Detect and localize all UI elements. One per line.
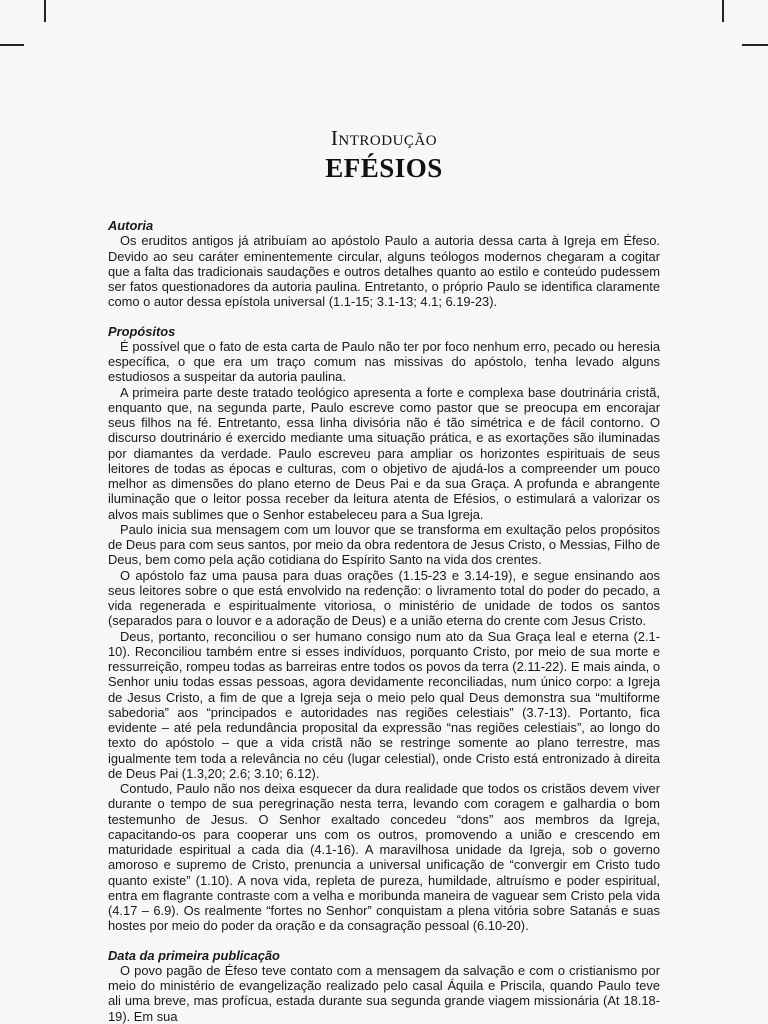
section-heading-data: Data da primeira publicação	[108, 947, 280, 963]
paragraph: É possível que o fato de esta carta de Paulo não ter por foco nenhum erro, pecado ou heresia específica, o que era um traço comum nas missivas do apóstolo, tenha levado alguns estudiosos a suspeitar da autoria paulina.	[108, 338, 660, 385]
section-heading-propositos: Propósitos	[108, 323, 176, 339]
title-block	[0, 126, 768, 184]
crop-mark-right-horizontal	[742, 44, 768, 46]
body-text	[108, 218, 660, 1024]
pretitle: Introdução	[330, 126, 438, 150]
crop-mark-top-left	[44, 0, 46, 22]
paragraph: Contudo, Paulo não nos deixa esquecer da dura realidade que todos os cristãos devem viver durante o tempo de sua peregrinação nesta terra, levando com coragem e galhardia o bom testemunho de Jesus. O Senhor exaltado concedeu “dons” aos membros da Igreja, capacitando-os para cooperar uns com os outros, promovendo a união e crescendo em maturidade espiritual a cada dia (4.1-16). A maravilhosa unidade da Igreja, sob o governo amoroso e supremo de Cristo, prenuncia a universal unificação de “convergir em Cristo tudo quanto existe” (1.10). A nova vida, repleta de pureza, humildade, altruísmo e poder espiritual, entra em flagrante contraste com a velha e moribunda maneira de vaguear sem Cristo pela vida (4.17 – 6.9). Os realmente “fortes no Senhor” conquistam a plena vitória sobre Satanás e suas hostes por meio do poder da oração e da consagração pessoal (6.10-20).	[108, 781, 660, 934]
paragraph: Paulo inicia sua mensagem com um louvor que se transforma em exultação pelos propósitos de Deus para com seus santos, por meio da obra redentora de Jesus Cristo, o Messias, Filho de Deus, bem como pela ação cotidiana do Espírito Santo na vida dos crentes.	[108, 521, 660, 568]
paragraph: A primeira parte deste tratado teológico apresenta a forte e complexa base doutrinária cristã, enquanto que, na segunda parte, Paulo escreve como pastor que se preocupa em encorajar seus filhos na fé. Entretanto, essa linha divisória não é tão simétrica e de fácil contorno. O discurso doutrinário é exercido mediante uma situação prática, e as exortações são iluminadas por diamantes da verdade. Paulo escreveu para ampliar os horizontes espirituais de seus leitores de todas as épocas e culturas, com o objetivo de ajudá-los a compreender um pouco melhor as dimensões do plano eterno de Deus Pai e da sua Graça. A profunda e abrangente iluminação que o leitor possa receber da leitura atenta de Efésios, o estimulará a valorizar os alvos mais sublimes que o Senhor estabeleceu para a Sua Igreja.	[108, 384, 660, 522]
book-title: EFÉSIOS	[325, 153, 443, 183]
section-heading-autoria: Autoria	[108, 218, 154, 233]
crop-mark-left-horizontal	[0, 44, 24, 46]
paragraph: O povo pagão de Éfeso teve contato com a mensagem da salvação e com o cristianismo por meio do ministério de evangelização realizado pelo casal Áquila e Priscila, quando Paulo teve ali uma breve, mas profícua, estada durante sua segunda grande viagem missionária (At 18.18-19). Em sua	[108, 962, 660, 1024]
paragraph: Deus, portanto, reconciliou o ser humano consigo num ato da Sua Graça leal e eterna (2.1-10). Reconciliou também entre si esses indivíduos, porquanto Cristo, por meio de sua morte e ressurreição, rompeu todas as barreiras entre todos os povos da terra (2.11-22). E mais ainda, o Senhor uniu todas essas pessoas, agora devidamente reconciliadas, num único corpo: a Igreja de Jesus Cristo, a fim de que a Igreja seja o meio pelo qual Deus demonstra sua “multiforme sabedoria” aos “principados e autoridades nas regiões celestiais” (3.7-13). Portanto, fica evidente – até pela redundância proposital da expressão “nas regiões celestiais”, ao longo do texto do apóstolo – que a vida cristã não se restringe somente ao plano terrestre, mas igualmente tem toda a relevância no céu (lugar celestial), onde Cristo está entronizado à direita de Deus Pai (1.3,20; 2.6; 3.10; 6.12).	[108, 628, 660, 781]
crop-mark-top-right	[722, 0, 724, 22]
paragraph: Os eruditos antigos já atribuíam ao apóstolo Paulo a autoria dessa carta à Igreja em Éfeso. Devido ao seu caráter eminentemente circular, alguns teólogos modernos chegaram a cogitar que a falta das tradicionais saudações e outros detalhes quanto ao estilo e conteúdo pudessem ser fatos questionadores da autoria paulina. Entretanto, o próprio Paulo se identifica claramente como o autor dessa epístola universal (1.1-15; 3.1-13; 4.1; 6.19-23).	[108, 233, 660, 310]
paragraph: O apóstolo faz uma pausa para duas orações (1.15-23 e 3.14-19), e segue ensinando aos seus leitores sobre o que está envolvido na redenção: o livramento total do poder do pecado, a vida regenerada e espiritualmente vitoriosa, o ministério de unidade de todos os santos (separados para o louvor e a adoração de Deus) e a união eterna do crente com Jesus Cristo.	[108, 567, 660, 629]
